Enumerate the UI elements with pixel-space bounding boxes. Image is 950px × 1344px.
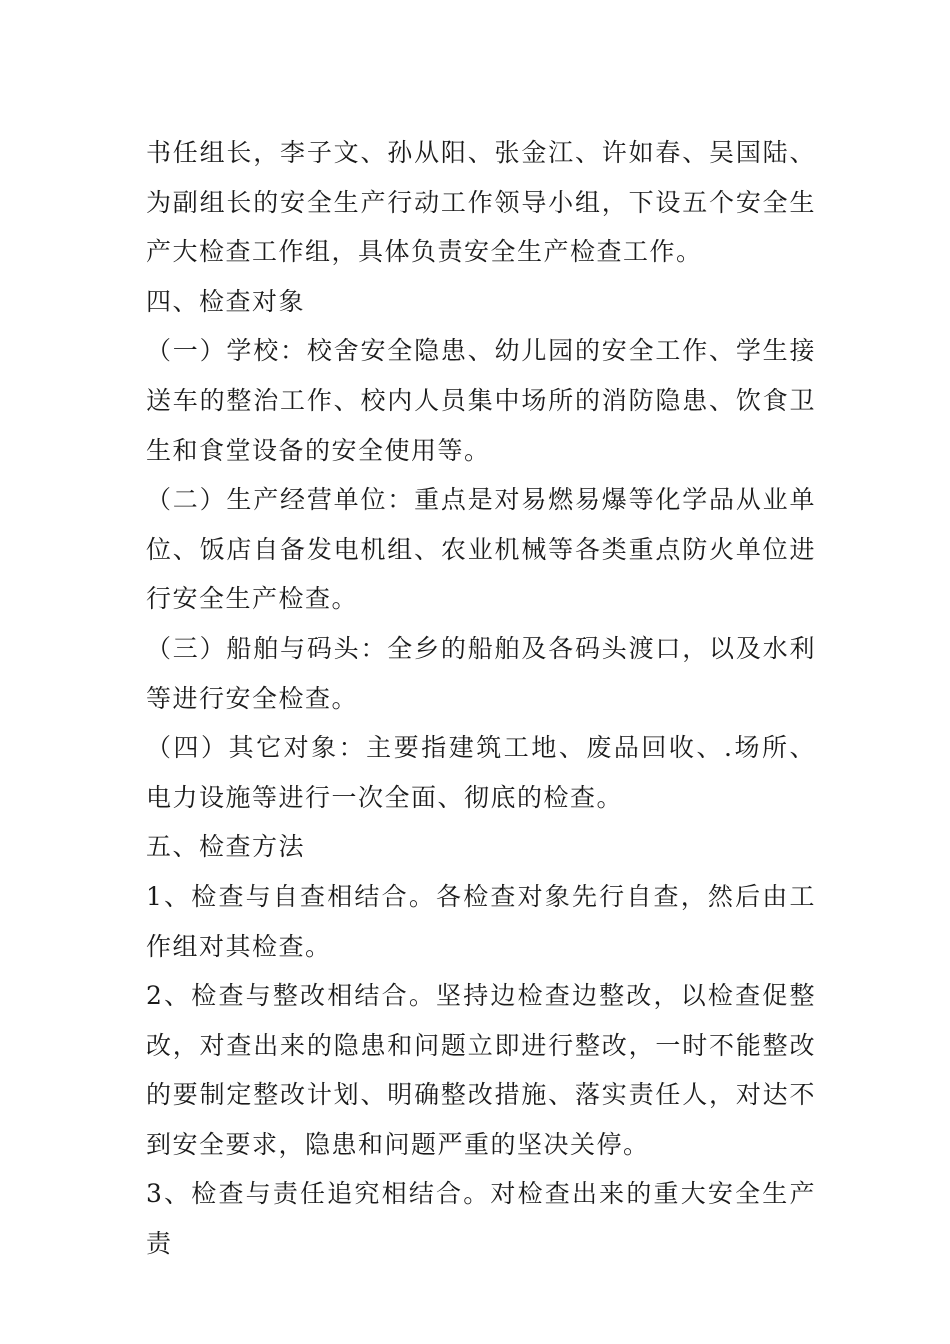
- paragraph-method-1: 1、检查与自查相结合。各检查对象先行自查，然后由工作组对其检查。: [146, 881, 816, 961]
- paragraph-schools: （一）学校：校舍安全隐患、幼儿园的安全工作、学生接送车的整治工作、校内人员集中场所的消防隐患、饮食卫生和食堂设备的安全使用等。: [146, 336, 816, 465]
- section-heading-inspection-targets: 四、检查对象: [146, 286, 306, 316]
- document-body: [146, 128, 816, 1269]
- paragraph-method-2: 2、检查与整改相结合。坚持边检查边整改，以检查促整改，对查出来的隐患和问题立即进行整改，一时不能整改的要制定整改计划、明确整改措施、落实责任人，对达不到安全要求，隐患和问题严重的坚决关停。: [146, 981, 816, 1159]
- section-heading-inspection-methods: 五、检查方法: [146, 832, 306, 862]
- paragraph-other-targets: （四）其它对象：主要指建筑工地、废品回收、.场所、电力设施等进行一次全面、彻底的检查。: [146, 733, 816, 812]
- paragraph-method-3: 3、检查与责任追究相结合。对检查出来的重大安全生产责: [146, 1179, 816, 1259]
- paragraph-ships-docks: （三）船舶与码头：全乡的船舶及各码头渡口，以及水利等进行安全检查。: [146, 633, 816, 713]
- paragraph-leadership-group: 书任组长，李子文、孙从阳、张金江、许如春、吴国陆、为副组长的安全生产行动工作领导小组，下设五个安全生产大检查工作组，具体负责安全生产检查工作。: [146, 138, 816, 267]
- paragraph-production-units: （二）生产经营单位：重点是对易燃易爆等化学品从业单位、饭店自备发电机组、农业机械等各类重点防火单位进行安全生产检查。: [146, 485, 816, 614]
